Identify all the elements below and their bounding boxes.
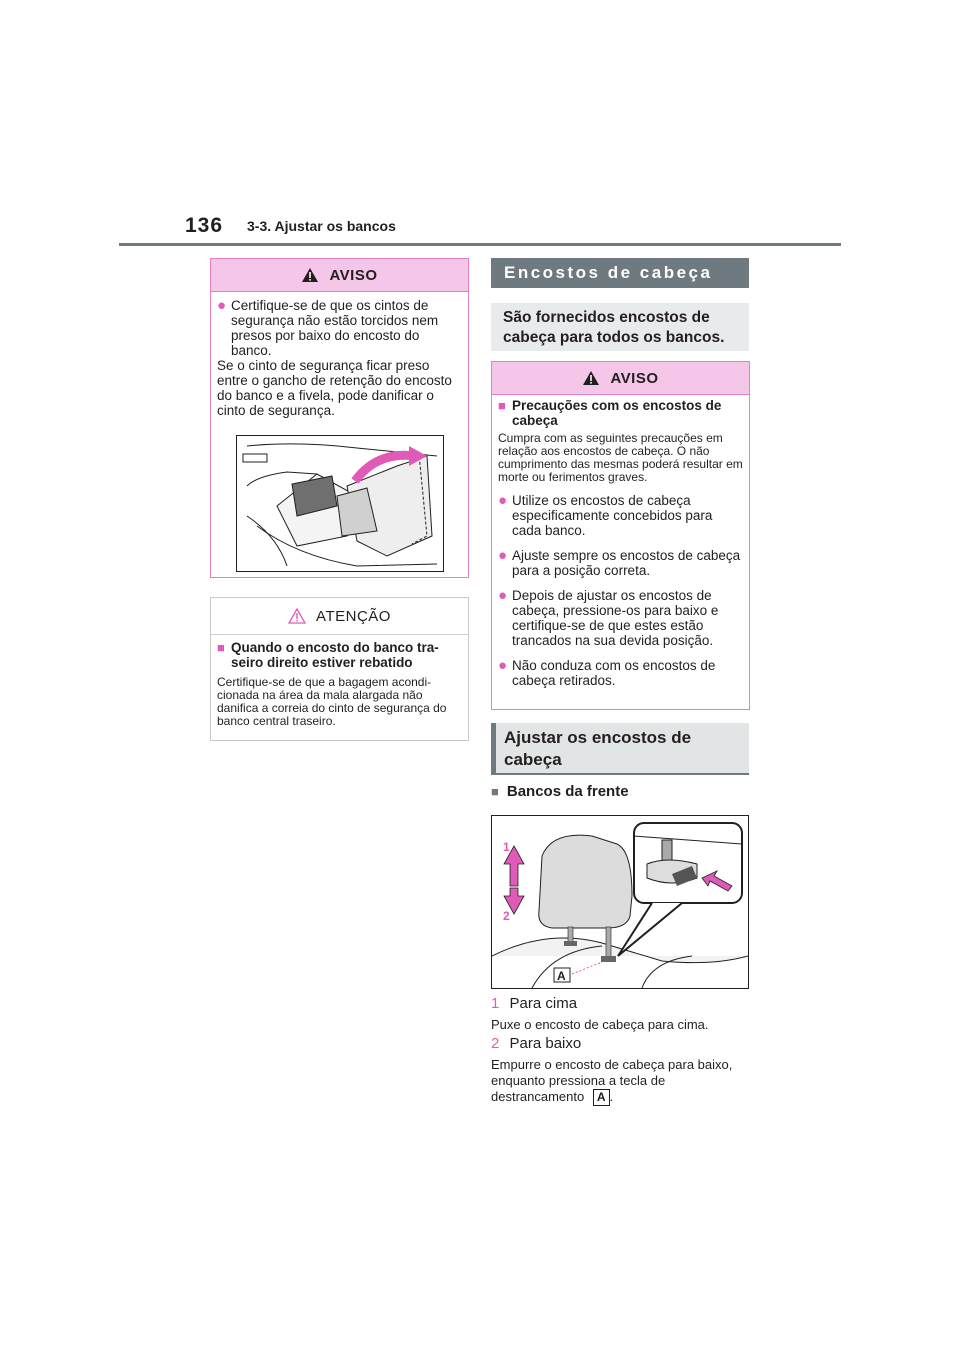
step-2-description (491, 1057, 746, 1106)
headrest-illustration (491, 815, 749, 989)
paragraph: Se o cinto de segurança ficar preso entre o gancho de retenção do encosto do banco e a fivela, pode danificar o cinto de segurança. (217, 358, 452, 418)
step-title: Para baixo (509, 1035, 582, 1052)
caution-header (211, 598, 468, 635)
bullet-text: Depois de ajustar os encostos de cabeça, pressione-os para baixo e certifique-se de que estes estão trancados na sua devida posição. (512, 588, 719, 648)
caution-heading (217, 640, 462, 670)
square-bullet-icon: ■ (491, 784, 499, 799)
square-bullet-icon: ■ (217, 640, 225, 655)
seat-belt-illustration (236, 435, 444, 572)
caution-triangle-icon (288, 608, 306, 624)
bullet-text: Certifique-se de que os cintos de segurança não estão torcidos nem presos por baixo do encosto do banco. (231, 298, 439, 358)
bullet-icon: ● (498, 492, 508, 509)
chapter-title: 3-3. Ajustar os bancos (247, 218, 396, 234)
list-item (498, 588, 743, 648)
step-number: 2 (491, 1035, 500, 1052)
bullet-icon: ● (217, 297, 227, 314)
section-intro: São fornecidos encostos de cabeça para todos os bancos. (491, 303, 749, 351)
section-heading-adjust: Ajustar os encostos de cabeça (491, 723, 749, 775)
figure-label-button: A (557, 969, 566, 983)
caution-text: Certifique-se de que a bagagem acondi-cionada na área da mala alargada não danifica a correia do cinto de segurança do banco central traseiro. (217, 675, 447, 728)
section-heading-headrests: Encostos de cabeça (491, 258, 749, 288)
list-item (498, 493, 743, 538)
list-item (498, 658, 743, 688)
list-item (498, 548, 743, 578)
caution-box (210, 597, 469, 741)
warning-header (211, 259, 468, 292)
bullet-icon: ● (498, 657, 508, 674)
step-2-text: Empurre o encosto de cabeça para baixo, enquanto pressiona a tecla de destrancamento (491, 1057, 733, 1104)
unlock-button-marker: A (593, 1089, 610, 1106)
caution-heading-text: Quando o encosto do banco tra-seiro direito estiver rebatido (231, 640, 439, 670)
header-rule (119, 243, 841, 246)
warning-heading-text: Precauções com os encostos de cabeça (512, 398, 722, 428)
bullet-text: Ajuste sempre os encostos de cabeça para a posição correta. (512, 548, 741, 578)
warning-heading (498, 398, 743, 428)
subheading-front-seats (491, 783, 629, 800)
step-1 (491, 995, 577, 1012)
warning-title: AVISO (329, 266, 378, 284)
warning-header (492, 362, 749, 395)
step-2 (491, 1035, 581, 1052)
warning-triangle-icon (582, 370, 600, 386)
caution-title: ATENÇÃO (316, 607, 391, 625)
warning-box-seatbelt (210, 258, 469, 578)
step-number: 1 (491, 995, 500, 1012)
step-1-description: Puxe o encosto de cabeça para cima. (491, 1017, 709, 1032)
square-bullet-icon: ■ (498, 398, 506, 413)
warning-triangle-icon (301, 267, 319, 283)
warning-box-headrests (491, 361, 750, 710)
bullet-text: Não conduza com os encostos de cabeça retirados. (512, 658, 716, 688)
list-item (217, 298, 462, 358)
step-2-end: . (609, 1089, 614, 1104)
step-title: Para cima (509, 995, 578, 1012)
bullet-icon: ● (498, 587, 508, 604)
warning-title: AVISO (610, 369, 659, 387)
figure-label-down: 2 (503, 909, 510, 923)
bullet-text: Utilize os encostos de cabeça especificamente concebidos para cada banco. (512, 493, 713, 538)
bullet-icon: ● (498, 547, 508, 564)
subheading-text: Bancos da frente (506, 783, 629, 800)
page-number: 136 (185, 214, 224, 237)
warning-intro: Cumpra com as seguintes precauções em relação aos encostos de cabeça. O não cumprimento das mesmas poderá resultar em morte ou ferimentos graves. (498, 431, 743, 484)
figure-label-up: 1 (503, 840, 510, 854)
